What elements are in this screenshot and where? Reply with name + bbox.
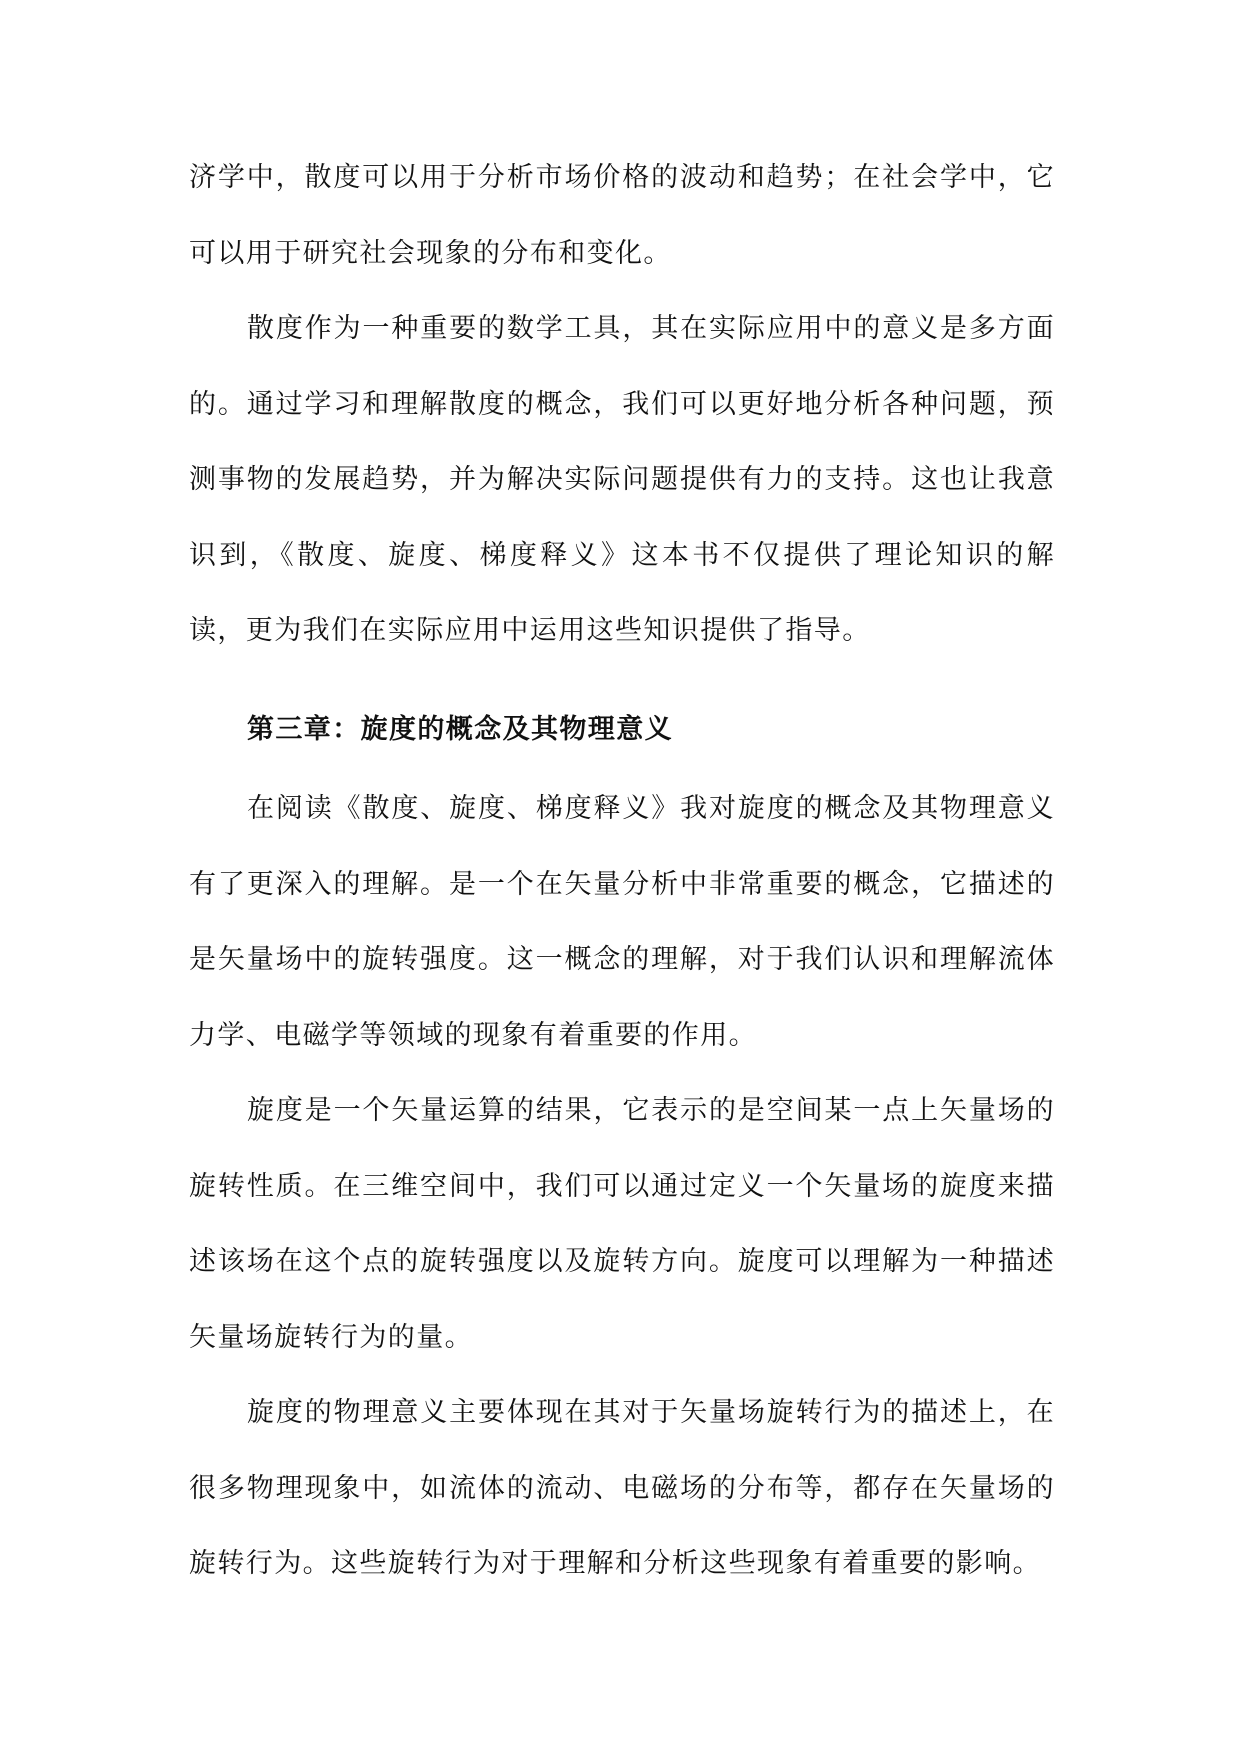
paragraph-curl-definition: 旋度是一个矢量运算的结果，它表示的是空间某一点上矢量场的旋转性质。在三维空间中，我们可以通过定义一个矢量场的旋度来描述该场在这个点的旋转强度以及旋转方向。旋度可以理解为一种描述矢量场旋转行为的量。: [189, 1095, 1055, 1353]
paragraph-divergence-significance: 散度作为一种重要的数学工具，其在实际应用中的意义是多方面的。通过学习和理解散度的概念，我们可以更好地分析各种问题，预测事物的发展趋势，并为解决实际问题提供有力的支持。这也让我意识到，《散度、旋度、梯度释义》这本书不仅提供了理论知识的解读，更为我们在实际应用中运用这些知识提供了指导。: [189, 313, 1055, 646]
paragraph-continued: 济学中，散度可以用于分析市场价格的波动和趋势；在社会学中，它可以用于研究社会现象的分布和变化。: [189, 162, 1055, 269]
document-body: [189, 140, 1055, 1602]
chapter-heading: 第三章：旋度的概念及其物理意义: [247, 713, 673, 745]
paragraph-curl-physical-meaning: 旋度的物理意义主要体现在其对于矢量场旋转行为的描述上，在很多物理现象中，如流体的流动、电磁场的分布等，都存在矢量场的旋转行为。这些旋转行为对于理解和分析这些现象有着重要的影响。: [189, 1397, 1055, 1579]
paragraph-curl-intro: 在阅读《散度、旋度、梯度释义》我对旋度的概念及其物理意义有了更深入的理解。是一个在矢量分析中非常重要的概念，它描述的是矢量场中的旋转强度。这一概念的理解，对于我们认识和理解流体力学、电磁学等领域的现象有着重要的作用。: [189, 793, 1055, 1051]
